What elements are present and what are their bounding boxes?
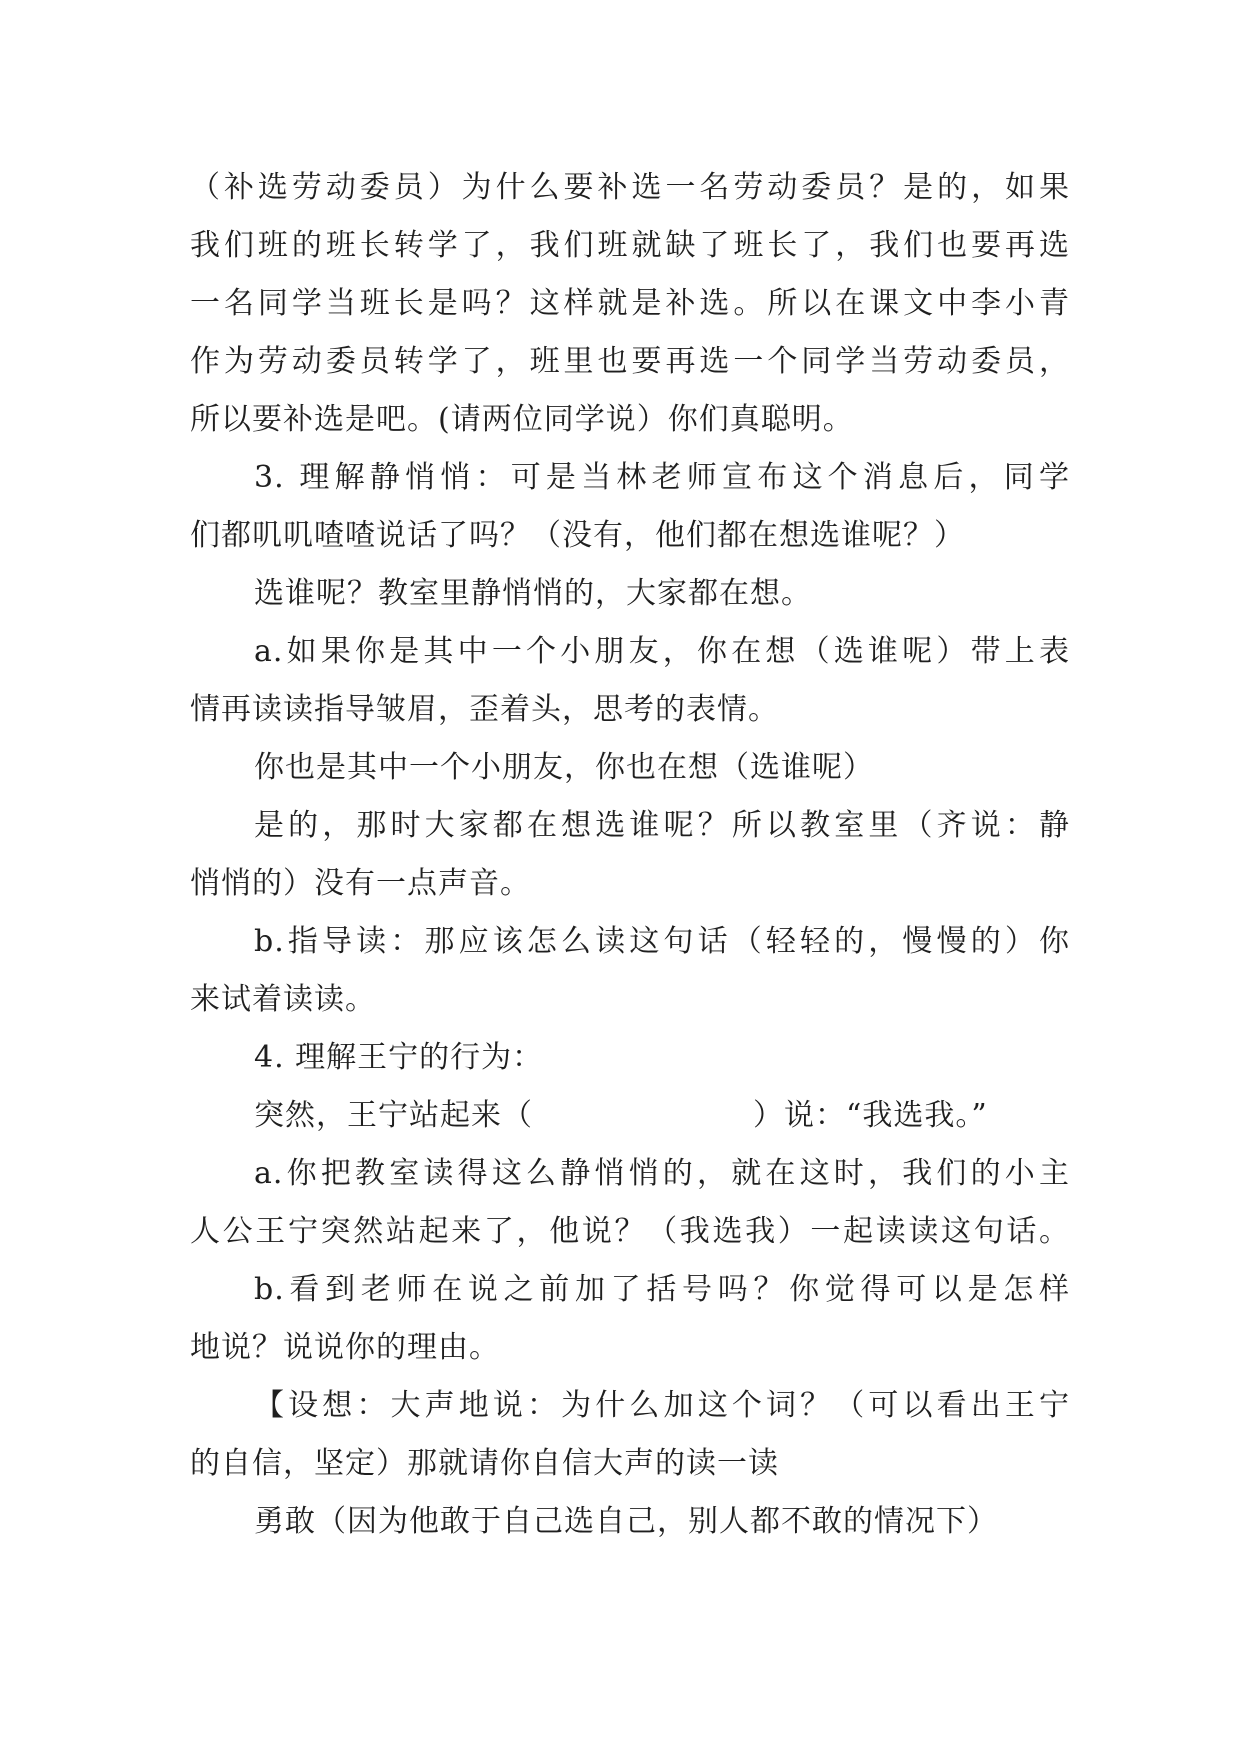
paragraph-line: a.你把教室读得这么静悄悄的，就在这时，我们的小主 [254, 1156, 1070, 1191]
section-heading-3: 3. 理解静悄悄：可是当林老师宣布这个消息后，同学 [254, 460, 1070, 495]
paragraph-line: （补选劳动委员）为什么要补选一名劳动委员？是的，如果 [190, 170, 1070, 205]
paragraph-line: 悄悄的）没有一点声音。 [190, 866, 531, 901]
paragraph-line: b.指导读：那应该怎么读这句话（轻轻的，慢慢的）你 [254, 924, 1070, 959]
paragraph-line: 们都叽叽喳喳说话了吗？（没有，他们都在想选谁呢？） [190, 518, 965, 553]
paragraph-line: 作为劳动委员转学了，班里也要再选一个同学当劳动委员， [190, 344, 1070, 379]
paragraph-line: 来试着读读。 [190, 982, 376, 1017]
paragraph-line: 勇敢（因为他敢于自己选自己，别人都不敢的情况下） [254, 1504, 998, 1539]
fill-blank-sentence [254, 1086, 988, 1146]
fill-blank-after: ）说：“我选我。” [753, 1098, 988, 1133]
paragraph-line: a.如果你是其中一个小朋友，你在想（选谁呢）带上表 [254, 634, 1070, 669]
paragraph-line: 所以要补选是吧。(请两位同学说）你们真聪明。 [190, 402, 854, 437]
paragraph-line: b.看到老师在说之前加了括号吗？你觉得可以是怎样 [254, 1272, 1070, 1307]
section-heading-4: 4. 理解王宁的行为： [254, 1040, 544, 1075]
fill-blank-before: 突然，王宁站起来（ [254, 1098, 533, 1133]
paragraph-line: 地说？说说你的理由。 [190, 1330, 500, 1365]
paragraph-line: 情再读读指导皱眉，歪着头，思考的表情。 [190, 692, 779, 727]
paragraph-line: 选谁呢？教室里静悄悄的，大家都在想。 [254, 576, 812, 611]
paragraph-line: 你也是其中一个小朋友，你也在想（选谁呢） [254, 750, 874, 785]
paragraph-line: 一名同学当班长是吗？这样就是补选。所以在课文中李小青 [190, 286, 1070, 321]
paragraph-line: 人公王宁突然站起来了，他说？（我选我）一起读读这句话。 [190, 1214, 1070, 1249]
paragraph-line: 是的，那时大家都在想选谁呢？所以教室里（齐说：静 [254, 808, 1070, 843]
paragraph-line: 【设想：大声地说：为什么加这个词？（可以看出王宁 [254, 1388, 1070, 1423]
paragraph-line: 我们班的班长转学了，我们班就缺了班长了，我们也要再选 [190, 228, 1070, 263]
paragraph-line: 的自信，坚定）那就请你自信大声的读一读 [190, 1446, 779, 1481]
